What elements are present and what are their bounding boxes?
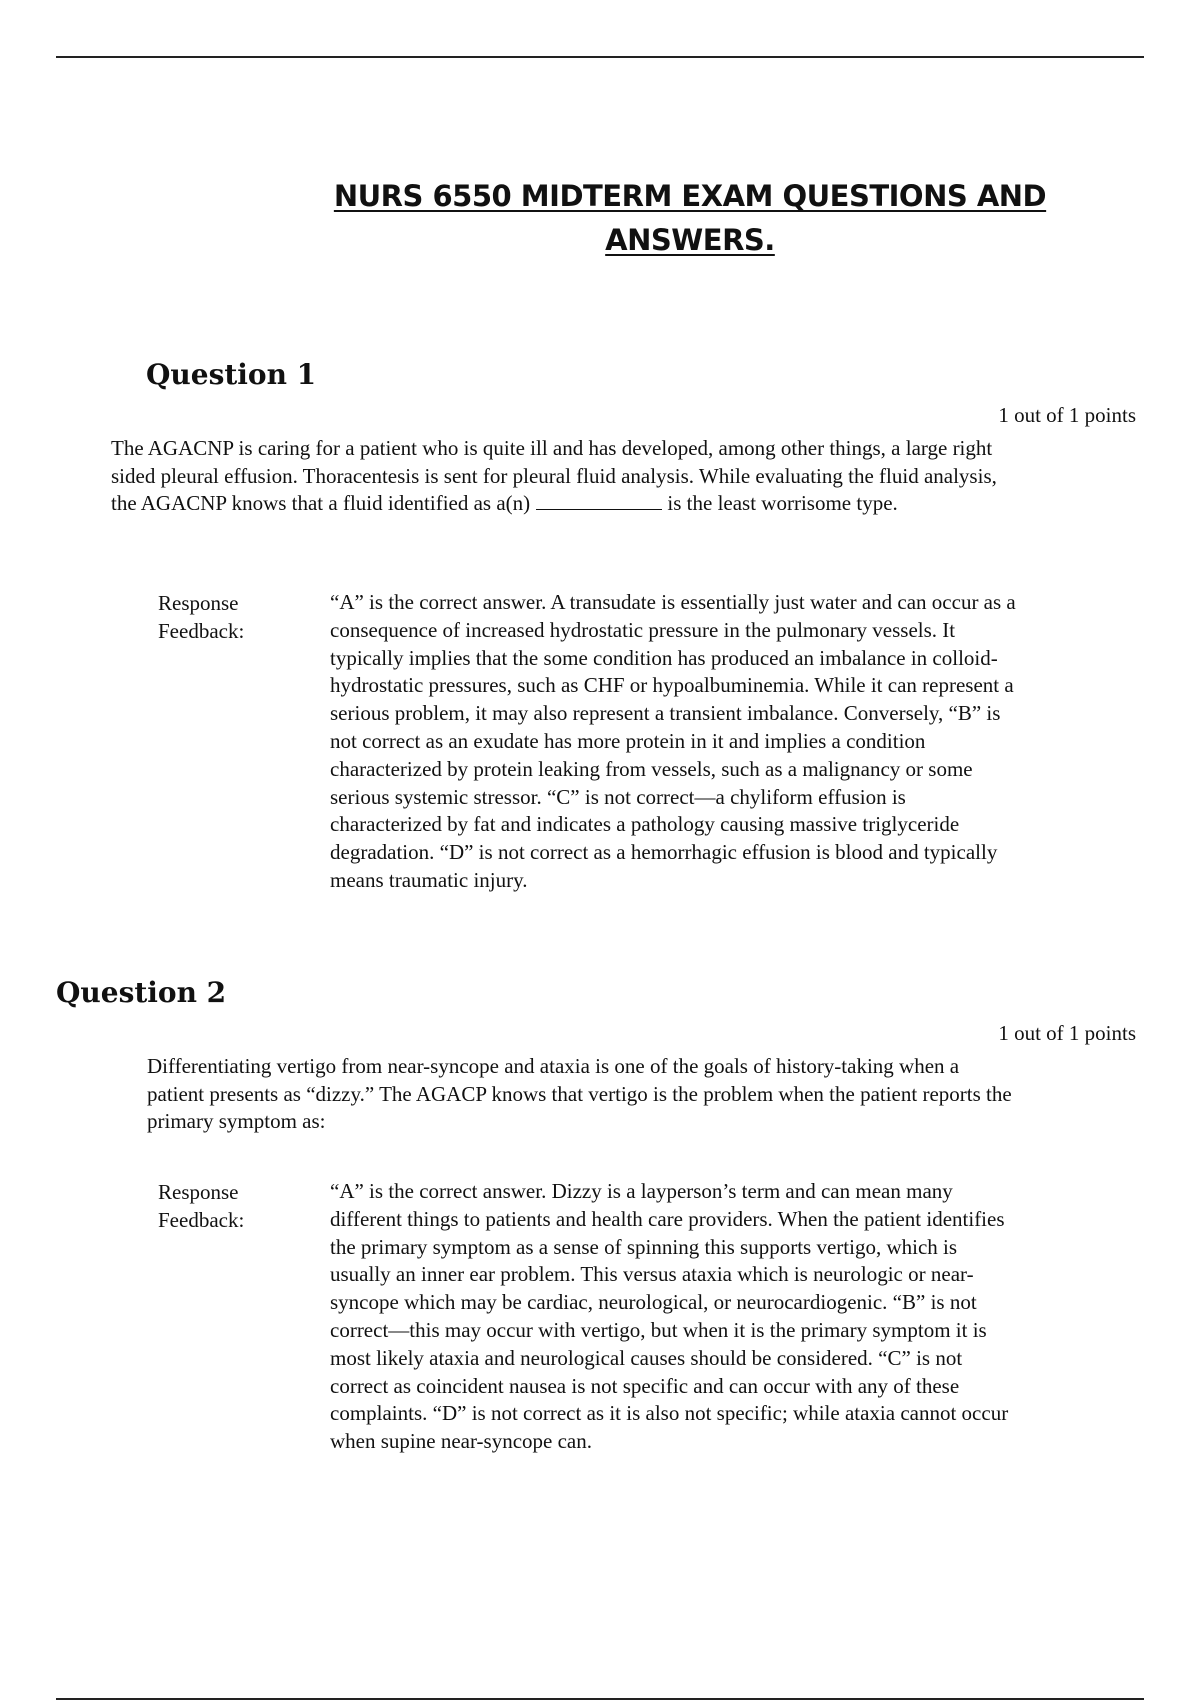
question-heading: Question 1: [146, 358, 317, 391]
points-score: 1 out of 1 points: [998, 1021, 1136, 1045]
question-prompt: [111, 435, 1011, 518]
feedback-label-line2: Feedback:: [158, 1208, 245, 1232]
feedback-label-line2: Feedback:: [158, 619, 245, 643]
response-feedback-text: “A” is the correct answer. Dizzy is a layperson’s term and can mean many different things to patients and health care providers. When the patient identifies the primary symptom as a sense of spinning this supports vertigo, which is usually an inner ear problem. This versus ataxia which is neurologic or near-syncope which may be cardiac, neurological, or neurocardiogenic. “B” is not correct—this may occur with vertigo, but when it is the primary symptom it is most likely ataxia and neurological causes should be considered. “C” is not correct as coincident nausea is not specific and can occur with any of these complaints. “D” is not correct as it is also not specific; while ataxia cannot occur when supine near-syncope can.: [330, 1179, 1009, 1454]
points-score: 1 out of 1 points: [998, 403, 1136, 427]
question-heading: Question 2: [56, 976, 227, 1009]
response-feedback-label: [158, 1178, 308, 1234]
question-prompt: Differentiating vertigo from near-syncope and ataxia is one of the goals of history-taking when a patient presents as “dizzy.” The AGACP knows that vertigo is the problem when the patient reports the primary symptom as:: [147, 1054, 1012, 1133]
prompt-end-text: is the least worrisome type.: [667, 491, 898, 515]
page-title: NURS 6550 MIDTERM EXAM QUESTIONS AND ANSWERS.: [333, 179, 1047, 257]
response-feedback-label: [158, 589, 308, 645]
response-feedback-text: “A” is the correct answer. A transudate is essentially just water and can occur as a consequence of increased hydrostatic pressure in the pulmonary vessels. It typically implies that the some condition has produced an imbalance in colloid-hydrostatic pressures, such as CHF or hypoalbuminemia. While it can represent a serious problem, it may also represent a transient imbalance. Conversely, “B” is not correct as an exudate has more protein in it and implies a condition characterized by protein leaking from vessels, such as a malignancy or some serious systemic stressor. “C” is not correct—a chyliform effusion is characterized by fat and indicates a pathology causing massive triglyceride degradation. “D” is not correct as a hemorrhagic effusion is blood and typically means traumatic injury.: [330, 590, 1016, 892]
answer-blank: [536, 491, 662, 510]
prompt-text: The AGACNP is caring for a patient who is quite ill and has developed, among other things, a large right sided pleural effusion. Thoracentesis is sent for pleural fluid analysis. While evaluating the fluid analysis, the AGACNP knows that a fluid identified as a(n): [111, 436, 997, 515]
feedback-label-line1: Response: [158, 591, 239, 615]
top-rule: [56, 56, 1144, 58]
feedback-label-line1: Response: [158, 1180, 239, 1204]
